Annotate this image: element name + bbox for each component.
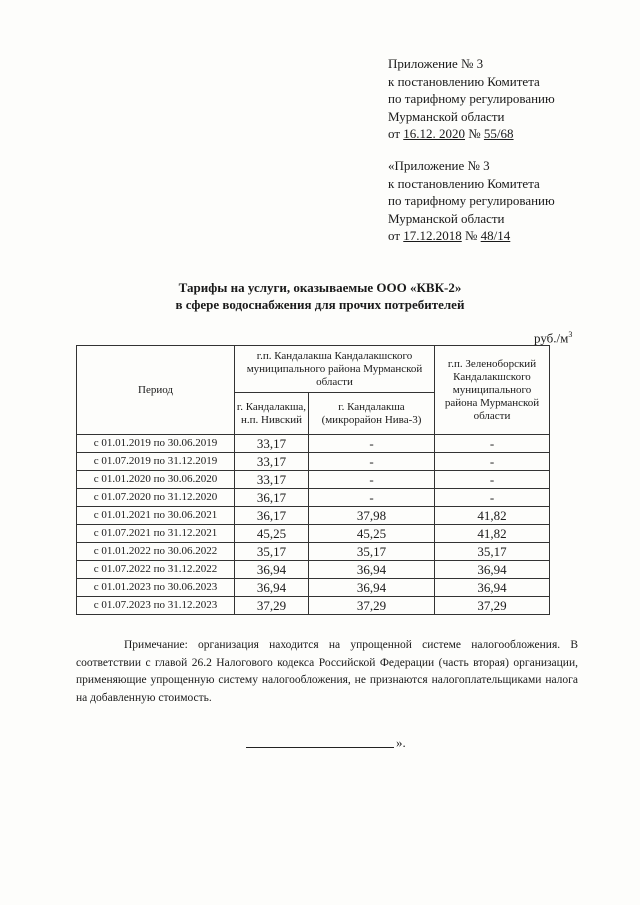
number-prefix: № <box>468 126 481 141</box>
appendix-current <box>388 55 555 143</box>
nivsky-tariff-cell: 36,17 <box>235 507 309 525</box>
appendix-line: к постановлению Комитета <box>388 175 540 191</box>
resolution-number: 48/14 <box>480 228 511 243</box>
unit-label <box>534 330 572 346</box>
niva3-tariff-cell: - <box>309 471 435 489</box>
table-row <box>77 471 550 489</box>
zelenoborsky-tariff-cell: - <box>435 489 550 507</box>
niva3-tariff-cell: - <box>309 453 435 471</box>
zelenoborsky-tariff-cell: 36,94 <box>435 579 550 597</box>
period-cell: с 01.07.2022 по 31.12.2022 <box>77 561 235 579</box>
document-title <box>0 279 640 313</box>
table-row <box>77 507 550 525</box>
header-niva3: г. Кандалакша (микрорайон Нива-3) <box>309 393 435 435</box>
tariff-table <box>76 345 550 615</box>
niva3-tariff-cell: 37,98 <box>309 507 435 525</box>
period-cell: с 01.01.2023 по 30.06.2023 <box>77 579 235 597</box>
zelenoborsky-tariff-cell: - <box>435 471 550 489</box>
number-prefix: № <box>465 228 478 243</box>
period-cell: с 01.01.2019 по 30.06.2019 <box>77 435 235 453</box>
appendix-line: Мурманской области <box>388 210 505 226</box>
niva3-tariff-cell: 37,29 <box>309 597 435 615</box>
zelenoborsky-tariff-cell: 41,82 <box>435 507 550 525</box>
nivsky-tariff-cell: 33,17 <box>235 471 309 489</box>
zelenoborsky-tariff-cell: 36,94 <box>435 561 550 579</box>
header-zelenoborsky: г.п. Зеленоборский Кандалакшского муниципального района Мурманской области <box>435 346 550 435</box>
nivsky-tariff-cell: 36,94 <box>235 579 309 597</box>
appendix-date-line <box>388 227 555 245</box>
appendix-previous <box>388 157 555 245</box>
appendix-line: Приложение № 3 <box>388 56 484 71</box>
period-cell: с 01.01.2022 по 30.06.2022 <box>77 543 235 561</box>
niva3-tariff-cell: 36,94 <box>309 579 435 597</box>
resolution-date: 16.12. 2020 <box>403 126 466 141</box>
appendix-line: по тарифному регулированию <box>388 193 555 208</box>
title-line-2: в сфере водоснабжения для прочих потребителей <box>175 297 465 312</box>
period-cell: с 01.01.2021 по 30.06.2021 <box>77 507 235 525</box>
date-prefix: от <box>388 126 401 141</box>
table-row <box>77 435 550 453</box>
nivsky-tariff-cell: 33,17 <box>235 435 309 453</box>
table-row <box>77 525 550 543</box>
zelenoborsky-tariff-cell: - <box>435 435 550 453</box>
appendix-line: Мурманской области <box>388 108 505 124</box>
period-cell: с 01.07.2019 по 31.12.2019 <box>77 453 235 471</box>
nivsky-tariff-cell: 35,17 <box>235 543 309 561</box>
table-row <box>77 597 550 615</box>
niva3-tariff-cell: 35,17 <box>309 543 435 561</box>
niva3-tariff-cell: - <box>309 489 435 507</box>
appendix-line: к постановлению Комитета <box>388 73 540 89</box>
niva3-tariff-cell: 36,94 <box>309 561 435 579</box>
appendix-date-line <box>388 125 555 143</box>
niva3-tariff-cell: - <box>309 435 435 453</box>
nivsky-tariff-cell: 36,17 <box>235 489 309 507</box>
table-row <box>77 579 550 597</box>
resolution-number: 55/68 <box>483 126 514 141</box>
zelenoborsky-tariff-cell: - <box>435 453 550 471</box>
date-prefix: от <box>388 228 401 243</box>
table-row <box>77 489 550 507</box>
zelenoborsky-tariff-cell: 37,29 <box>435 597 550 615</box>
unit-base: руб./м <box>534 330 569 346</box>
unit-exponent: 3 <box>568 330 573 339</box>
note-text: Примечание: организация находится на упрощенной системе налогообложения. В соответствии с главой 26.2 Налогового кодекса Российской Федерации (часть вторая) организации, применяющие упрощенную систему налогообложения, не признаются налогоплательщиками налога на добавленную стоимость. <box>76 639 578 704</box>
title-line-1: Тарифы на услуги, оказываемые ООО «КВК-2» <box>178 280 462 295</box>
closing-mark: ». <box>396 735 406 750</box>
appendix-line: «Приложение № 3 <box>388 158 490 173</box>
appendix-line: по тарифному регулированию <box>388 91 555 106</box>
nivsky-tariff-cell: 33,17 <box>235 453 309 471</box>
zelenoborsky-tariff-cell: 35,17 <box>435 543 550 561</box>
nivsky-tariff-cell: 37,29 <box>235 597 309 615</box>
table-row <box>77 561 550 579</box>
resolution-date: 17.12.2018 <box>403 228 462 243</box>
header-period: Период <box>77 346 235 435</box>
header-nivsky: г. Кандалакша, н.п. Нивский <box>235 393 309 435</box>
table-row <box>77 453 550 471</box>
nivsky-tariff-cell: 45,25 <box>235 525 309 543</box>
signature-line <box>246 746 394 748</box>
header-kandalaksha: г.п. Кандалакша Кандалакшского муниципального района Мурманской области <box>235 346 435 393</box>
zelenoborsky-tariff-cell: 41,82 <box>435 525 550 543</box>
period-cell: с 01.07.2020 по 31.12.2020 <box>77 489 235 507</box>
period-cell: с 01.01.2020 по 30.06.2020 <box>77 471 235 489</box>
table-row <box>77 543 550 561</box>
nivsky-tariff-cell: 36,94 <box>235 561 309 579</box>
period-cell: с 01.07.2021 по 31.12.2021 <box>77 525 235 543</box>
niva3-tariff-cell: 45,25 <box>309 525 435 543</box>
period-cell: с 01.07.2023 по 31.12.2023 <box>77 597 235 615</box>
